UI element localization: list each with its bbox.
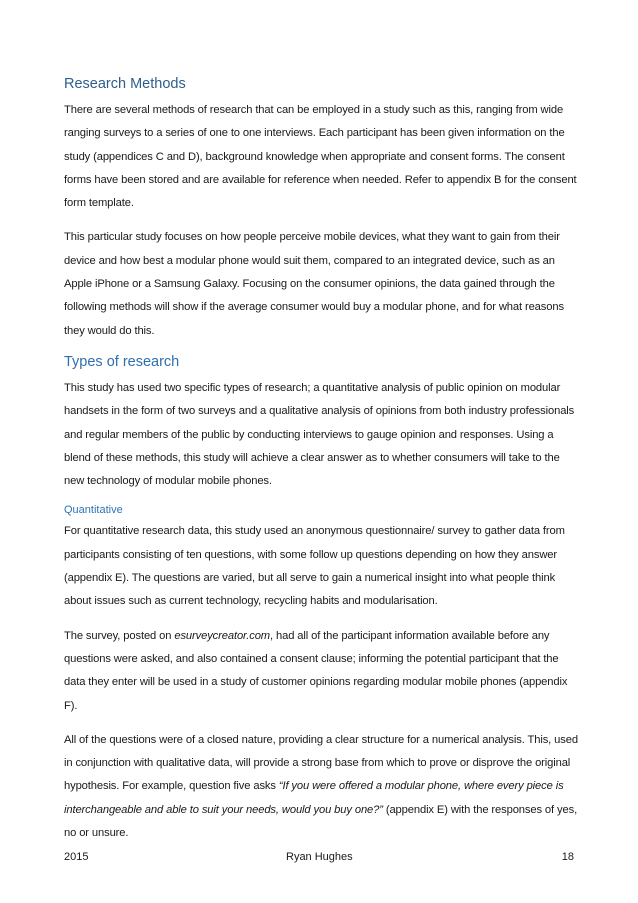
heading-types-of-research: Types of research — [64, 353, 180, 370]
website-name: esurveycreator.com — [174, 629, 271, 642]
page-footer — [64, 851, 574, 863]
text-span: (appendix E) with the responses of yes, no or unsure. — [64, 803, 578, 840]
paragraph: For quantitative research data, this study used an anonymous questionnaire/ survey to gather data from participants consisting of ten questions, with some follow up questions depending on how they answer (appendix E). The questions are varied, but all serve to gain a numerical insight into what people think about issues such as current technology, recycling habits and modularisation. — [64, 525, 565, 608]
footer-year: 2015 — [64, 851, 89, 863]
paragraph: This study has used two specific types of research; a quantitative analysis of public opinion on modular handsets in the form of two surveys and a qualitative analysis of opinions from both industry professionals and regular members of the public by conducting interviews to gauge opinion and responses. Using a blend of these methods, this study will achieve a clear answer as to whether consumers will take to the new technology of modular mobile phones. — [64, 381, 575, 488]
heading-quantitative: Quantitative — [64, 504, 123, 517]
footer-page-number: 18 — [561, 851, 574, 863]
paragraph: There are several methods of research that can be employed in a study such as this, ranging from wide ranging surveys to a series of one to one interviews. Each participant has been given information on the study (appendices C and D), background knowledge when appropriate and consent forms. The consent forms have been stored and are available for reference when needed. Refer to appendix B for the consent form template. — [64, 104, 577, 210]
paragraph: This particular study focuses on how people perceive mobile devices, what they want to gain from their device and how best a modular phone would suit them, compared to an integrated device, such as an Apple iPhone or a Samsung Galaxy. Focusing on the consumer opinions, the data gained through the following methods will show if the average consumer would buy a modular phone, and for what reasons they would do this. — [64, 231, 564, 337]
footer-author: Ryan Hughes — [286, 851, 353, 863]
text-span: The survey, posted on — [64, 629, 175, 642]
page-content — [64, 76, 580, 856]
heading-research-methods: Research Methods — [64, 76, 186, 92]
survey-question-quote: “If you were offered a modular phone, where every piece is interchangeable and able to suit your needs, would you buy one?” — [64, 780, 564, 816]
text-span: , had all of the participant information available before any questions were asked, and also contained a consent clause; informing the potential participant that the data they enter will be used in a study of customer opinions regarding modular mobile phones (appendix F). — [64, 629, 568, 712]
paragraph — [64, 625, 580, 718]
paragraph — [64, 729, 580, 845]
text-span: All of the questions were of a closed nature, providing a clear structure for a numerical analysis. This, used in conjunction with qualitative data, will provide a strong base from which to prove or disprove the original hypothesis. For example, question five asks — [64, 733, 578, 793]
